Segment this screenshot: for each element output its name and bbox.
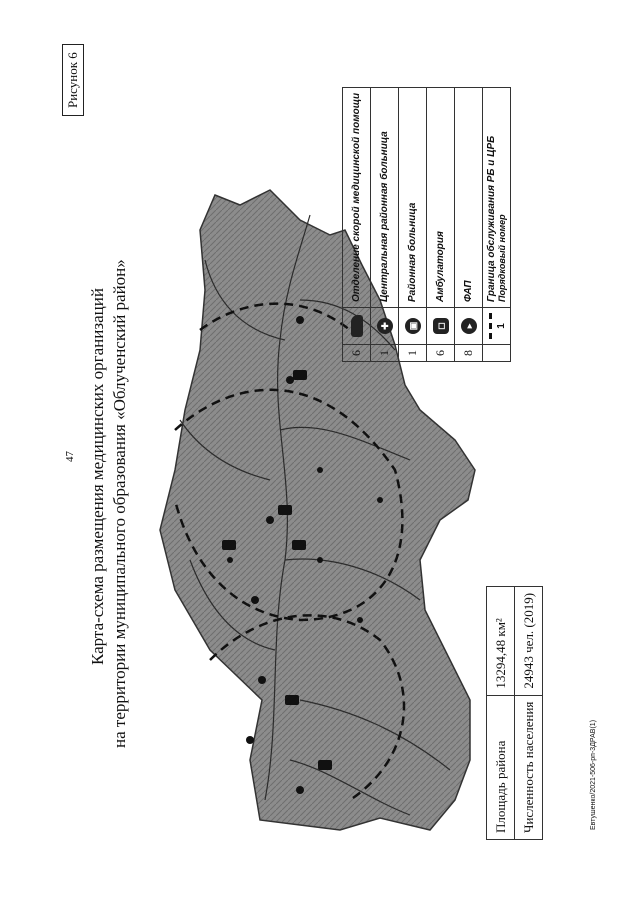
- legend-label: Отделение скорой медицинской помощи: [343, 87, 371, 307]
- map-legend: [342, 40, 576, 362]
- legend-table: [342, 87, 511, 362]
- legend-count: 8: [455, 345, 483, 362]
- legend-label: Граница обслуживания РБ и ЦРБ: [485, 135, 497, 302]
- legend-label: Центральная районная больница: [371, 87, 399, 307]
- legend-count: 1: [399, 345, 427, 362]
- legend-count: 1: [371, 345, 399, 362]
- figure-label: Рисунок 6: [62, 44, 84, 116]
- legend-sublabel: Порядковый номер: [496, 214, 507, 302]
- service-border-line-icon: [489, 313, 492, 339]
- order-number-symbol: 1: [495, 323, 507, 329]
- legend-count: [483, 345, 511, 362]
- ambulance-icon: [351, 315, 363, 337]
- legend-count: 6: [427, 345, 455, 362]
- page-subtitle: на территории муниципального образования «Облученский район»: [110, 259, 129, 748]
- legend-label: ФАП: [455, 87, 483, 307]
- population-value: 24943 чел. (2019): [515, 586, 543, 695]
- area-label: Площадь района: [487, 695, 515, 839]
- area-value: 13294,48 км²: [487, 586, 515, 695]
- stats-table: [486, 586, 543, 840]
- legend-label: Районная больница: [399, 87, 427, 307]
- footer-stamp: Евтушенко/2021-506-рп-3ДРАВ(1): [590, 719, 597, 830]
- district-hospital-icon: ▣: [405, 318, 421, 334]
- page-number: 47: [64, 451, 76, 462]
- page-title: Карта-схема размещения медицинских организаций: [88, 288, 107, 665]
- outpatient-clinic-icon: ◻: [433, 318, 449, 334]
- population-label: Численность населения: [515, 695, 543, 839]
- central-hospital-icon: ✚: [377, 318, 393, 334]
- stats-table-wrap: [486, 520, 576, 840]
- fap-icon: ▸: [461, 318, 477, 334]
- legend-count: 6: [343, 345, 371, 362]
- legend-label: Амбулатория: [427, 87, 455, 307]
